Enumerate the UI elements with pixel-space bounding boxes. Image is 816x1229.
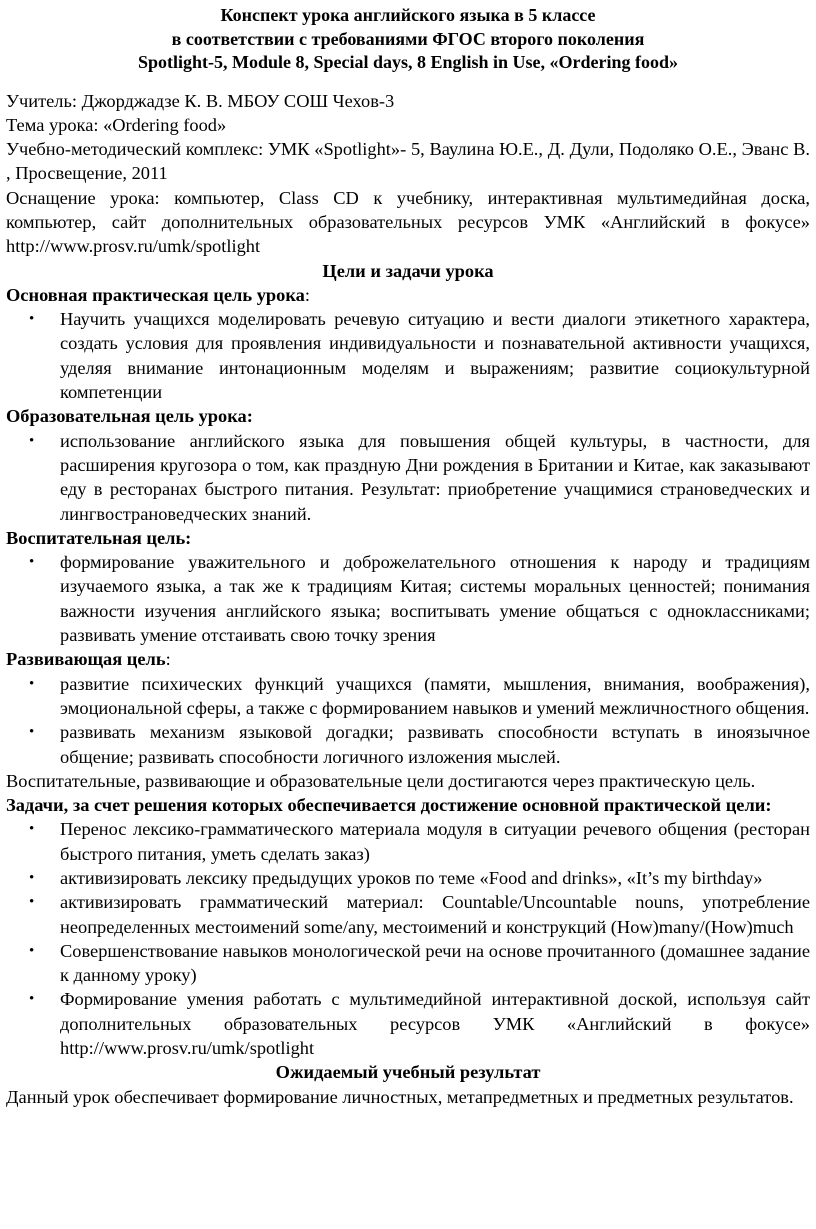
list-item — [6, 987, 810, 1060]
title-line-1: Конспект урока английского языка в 5 классе — [220, 5, 596, 25]
list-item — [6, 307, 810, 404]
bullet-icon: • — [29, 432, 35, 449]
list-item — [6, 429, 810, 526]
umk-line: Учебно-методический комплекс: УМК «Spotlight»- 5, Ваулина Ю.Е., Д. Дули, Подоляко О.Е., Эванс В. , Просвещение, 2011 — [6, 139, 810, 184]
bullet-icon: • — [29, 821, 35, 838]
bullet-icon: • — [29, 942, 35, 959]
list-item-text: развитие психических функций учащихся (памяти, мышления, внимания, воображения), эмоциональной сферы, а также с формированием навыков и умений межличностного общения. — [60, 673, 810, 718]
list-item-text: Формирование умения работать с мультимедийной интерактивной доской, используя сайт дополнительных образовательных ресурсов УМК «Английский в фокусе» http://www.prosv.ru/umk/spotlight — [60, 989, 810, 1059]
goals-heading: Цели и задачи урока — [322, 260, 494, 281]
dev-goal-heading — [6, 647, 810, 671]
list-item-text: активизировать лексику предыдущих уроков по теме «Food and drinks», «It’s my birthday» — [60, 868, 763, 888]
list-item-text: развивать механизм языковой догадки; развивать способности вступать в иноязычное общение; развивать способности логичного изложения мыслей. — [60, 722, 810, 767]
summary-paragraph: Воспитательные, развивающие и образовательные цели достигаются через практическую цель. — [6, 770, 756, 791]
bullet-icon: • — [29, 554, 35, 571]
list-item-text: Совершенствование навыков монологической речи на основе прочитанного (домашнее задание к данному уроку) — [60, 940, 810, 986]
bullet-icon: • — [29, 675, 35, 692]
list-item — [6, 939, 810, 988]
list-item — [6, 890, 810, 939]
bullet-icon: • — [29, 991, 35, 1008]
main-goal-title: Основная практическая цель урока — [6, 284, 305, 305]
list-item — [6, 720, 810, 769]
list-item — [6, 866, 810, 890]
dev-goal-title: Развивающая цель — [6, 649, 166, 670]
title-line-2: в соответствии с требованиями ФГОС второго поколения — [171, 28, 645, 49]
bullet-icon: • — [29, 311, 35, 328]
bullet-icon: • — [29, 724, 35, 741]
upbr-goal-list — [6, 550, 810, 647]
bullet-icon: • — [29, 894, 35, 911]
doc-title — [6, 4, 810, 75]
list-item-text: Научить учащихся моделировать речевую ситуацию и вести диалоги этикетного характера, создать условия для проявления индивидуальности и познавательной активности учащихся, уделяя внимание интонационным моделям и выражениям; развитие социокультурной компетенции — [60, 309, 810, 403]
main-goal-colon: : — [304, 284, 310, 305]
dev-goal-colon: : — [165, 649, 171, 670]
list-item-text: активизировать грамматический материал: Countable/Uncountable nouns, употребление неопределенных местоимений some/any, местоимений и конструкций (How)many/(How)much — [60, 892, 810, 937]
title-line-3: Spotlight-5, Module 8, Special days, 8 English in Use, «Ordering food» — [137, 52, 679, 72]
result-heading: Ожидаемый учебный результат — [275, 1062, 541, 1083]
list-item — [6, 672, 810, 721]
equipment-line: Оснащение урока: компьютер, Class CD к учебнику, интерактивная мультимедийная доска, компьютер, сайт дополнительных образовательных ресурсов УМК «Английский в фокусе» http://www.prosv.ru/umk/spotlight — [6, 187, 810, 257]
main-goal-heading — [6, 283, 810, 307]
list-item-text: Перенос лексико-грамматического материала модуля в ситуации речевого общения (ресторан быстрого питания, уметь сделать заказ) — [60, 819, 810, 864]
topic-line: Тема урока: «Ordering food» — [6, 114, 227, 135]
upbr-goal-heading: Воспитательная цель: — [6, 527, 192, 548]
bullet-icon: • — [29, 870, 35, 886]
list-item-text: формирование уважительного и доброжелательного отношения к народу и традициям изучаемого языка, а так же к традициям Китая; системы моральных ценностей; понимания важности изучения английского языка; воспитывать умение общаться с одноклассниками; развивать умение отстаивать свою точку зрения — [60, 552, 810, 646]
spacer — [6, 75, 810, 89]
list-item — [6, 817, 810, 866]
list-item-text: использование английского языка для повышения общей культуры, в частности, для расширения кругозора о том, как праздную Дни рождения в Британии и Китае, как заказывают еду в ресторанах быстрого питания. Результат: приобретение учащимися страноведческих и лингвострановедческих знаний. — [60, 430, 810, 524]
list-item — [6, 550, 810, 647]
teacher-line: Учитель: Джорджадзе К. В. МБОУ СОШ Чехов-3 — [6, 90, 395, 111]
edu-goal-list — [6, 429, 810, 526]
tasks-heading: Задачи, за счет решения которых обеспечивается достижение основной практической цели: — [6, 795, 772, 816]
dev-goal-list — [6, 672, 810, 769]
main-goal-list — [6, 307, 810, 404]
tasks-list — [6, 817, 810, 1060]
result-paragraph: Данный урок обеспечивает формирование личностных, метапредметных и предметных результатов. — [6, 1086, 794, 1107]
edu-goal-heading: Образовательная цель урока: — [6, 406, 253, 427]
